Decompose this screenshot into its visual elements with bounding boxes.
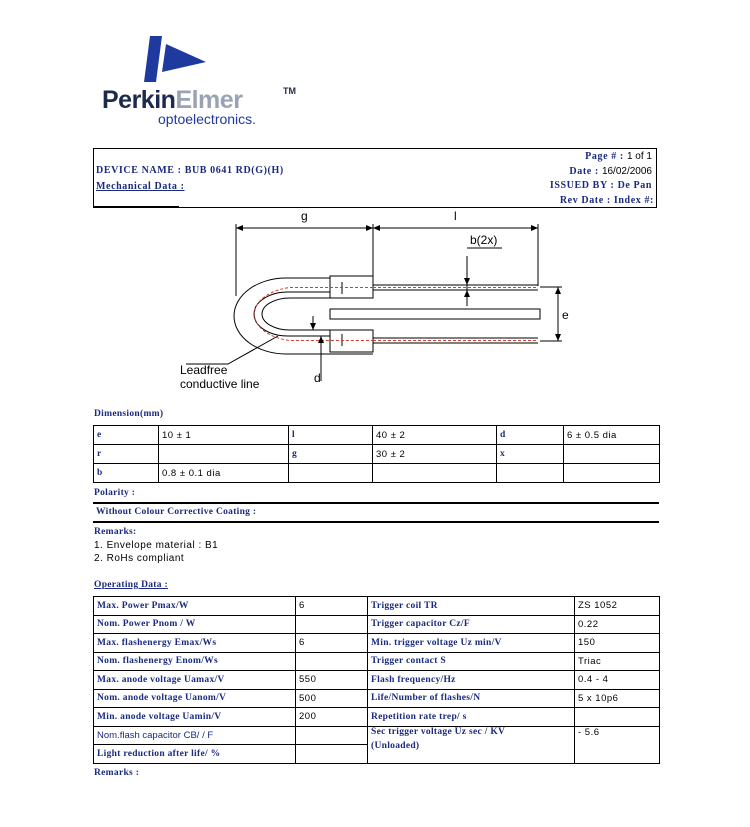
dimension-title: Dimension(mm) <box>94 409 164 419</box>
table-cell: l <box>289 426 373 445</box>
dim-label-e: e <box>562 308 569 322</box>
table-cell: 6 ± 0.5 dia <box>564 426 660 445</box>
table-cell: 0.22 <box>575 615 660 634</box>
table-cell: Trigger contact S <box>368 652 575 671</box>
table-cell: 6 <box>296 597 368 616</box>
page-number <box>585 151 652 162</box>
divider <box>93 521 659 523</box>
table-cell: 40 ± 2 <box>373 426 497 445</box>
date-value: 16/02/2006 <box>601 166 652 177</box>
issued-label: ISSUED BY : <box>549 180 615 191</box>
table-row <box>94 726 660 745</box>
perkinelmer-logo-icon <box>140 34 210 84</box>
table-cell: Max. Power Pmax/W <box>94 597 296 616</box>
table-cell: 200 <box>296 708 368 727</box>
table-cell: Min. anode voltage Uamin/V <box>94 708 296 727</box>
dim-label-d: d <box>314 371 321 385</box>
brand-subtitle: optoelectronics. <box>158 111 257 127</box>
table-cell: Nom.flash capacitor CB/ / F <box>94 726 296 745</box>
table-cell <box>289 464 373 483</box>
table-cell: d <box>497 426 564 445</box>
table-row <box>94 634 660 653</box>
table-row <box>94 615 660 634</box>
table-row <box>94 652 660 671</box>
table-row <box>94 671 660 690</box>
device-name-value: BUB 0641 RD(G)(H) <box>184 165 284 176</box>
device-name-label: DEVICE NAME : <box>96 165 182 176</box>
table-cell: ZS 1052 <box>575 597 660 616</box>
trademark-symbol: TM <box>283 86 296 96</box>
rev-date-index: Rev Date : Index #: <box>559 195 654 206</box>
remarks-title: Remarks: <box>94 527 137 537</box>
table-cell <box>497 464 564 483</box>
table-cell: Light reduction after life/ % <box>94 745 296 764</box>
table-cell: r <box>94 445 159 464</box>
polarity-label: Polarity : <box>94 488 136 498</box>
page-label: Page # : <box>585 151 624 162</box>
table-row <box>94 464 660 483</box>
table-cell: g <box>289 445 373 464</box>
table-cell: 550 <box>296 671 368 690</box>
operating-data-title: Operating Data : <box>94 580 168 590</box>
table-cell: 0.8 ± 0.1 dia <box>159 464 289 483</box>
table-cell: Nom. flashenergy Enom/Ws <box>94 652 296 671</box>
table-cell: 150 <box>575 634 660 653</box>
device-name <box>96 165 284 176</box>
page-value: 1 of 1 <box>626 151 652 162</box>
table-cell: b <box>94 464 159 483</box>
table-cell: 0.4 - 4 <box>575 671 660 690</box>
table-cell: Flash frequency/Hz <box>368 671 575 690</box>
brand-name-perkin: Perkin <box>102 86 176 114</box>
table-cell: e <box>94 426 159 445</box>
table-cell <box>159 445 289 464</box>
table-cell: Nom. Power Pnom / W <box>94 615 296 634</box>
table-cell <box>564 445 660 464</box>
mechanical-drawing <box>160 206 600 406</box>
table-cell: Trigger capacitor Cz/F <box>368 615 575 634</box>
table-cell <box>575 708 660 727</box>
table-cell: Min. trigger voltage Uz min/V <box>368 634 575 653</box>
table-cell: 6 <box>296 634 368 653</box>
table-cell <box>373 464 497 483</box>
unloaded-label: (Unloaded) <box>371 740 420 751</box>
date <box>569 166 652 177</box>
sec-trigger-cell <box>368 726 575 763</box>
table-cell: Nom. anode voltage Uanom/V <box>94 689 296 708</box>
table-cell: Life/Number of flashes/N <box>368 689 575 708</box>
dim-label-g: g <box>301 209 308 223</box>
table-cell: - 5.6 <box>575 726 660 763</box>
mechanical-data-label: Mechanical Data : <box>96 181 185 192</box>
table-cell: Trigger coil TR <box>368 597 575 616</box>
issued-by <box>550 180 652 191</box>
table-row <box>94 445 660 464</box>
coating-label: Without Colour Corrective Coating : <box>96 507 257 517</box>
table-cell <box>296 652 368 671</box>
leadfree-note-line1: Leadfree <box>180 363 228 377</box>
table-cell: Max. anode voltage Uamax/V <box>94 671 296 690</box>
table-row <box>94 597 660 616</box>
table-cell: Triac <box>575 652 660 671</box>
table-cell: Max. flashenergy Emax/Ws <box>94 634 296 653</box>
table-cell <box>296 745 368 764</box>
sec-trigger-label: Sec trigger voltage Uz sec / KV <box>371 726 506 737</box>
table-cell <box>296 726 368 745</box>
table-cell: Repetition rate trep/ s <box>368 708 575 727</box>
table-row <box>94 689 660 708</box>
remark-line: 1. Envelope material : B1 <box>94 540 219 551</box>
date-label: Date : <box>569 166 599 177</box>
table-row <box>94 708 660 727</box>
divider <box>93 502 659 504</box>
table-cell: 500 <box>296 689 368 708</box>
table-cell: 10 ± 1 <box>159 426 289 445</box>
issued-value: De Pan <box>617 180 652 191</box>
brand-name-elmer: Elmer <box>175 86 243 114</box>
table-cell: x <box>497 445 564 464</box>
operating-data-table <box>93 596 660 764</box>
table-cell <box>296 615 368 634</box>
dim-label-l: l <box>454 209 457 223</box>
table-cell <box>564 464 660 483</box>
dim-label-b: b(2x) <box>470 233 498 247</box>
dimension-table <box>93 425 660 483</box>
table-row <box>94 426 660 445</box>
remarks-footer-label: Remarks : <box>94 768 140 778</box>
leadfree-note-line2: conductive line <box>180 377 260 391</box>
table-cell: 30 ± 2 <box>373 445 497 464</box>
remark-line: 2. RoHs compliant <box>94 553 185 564</box>
table-cell: 5 x 10p6 <box>575 689 660 708</box>
